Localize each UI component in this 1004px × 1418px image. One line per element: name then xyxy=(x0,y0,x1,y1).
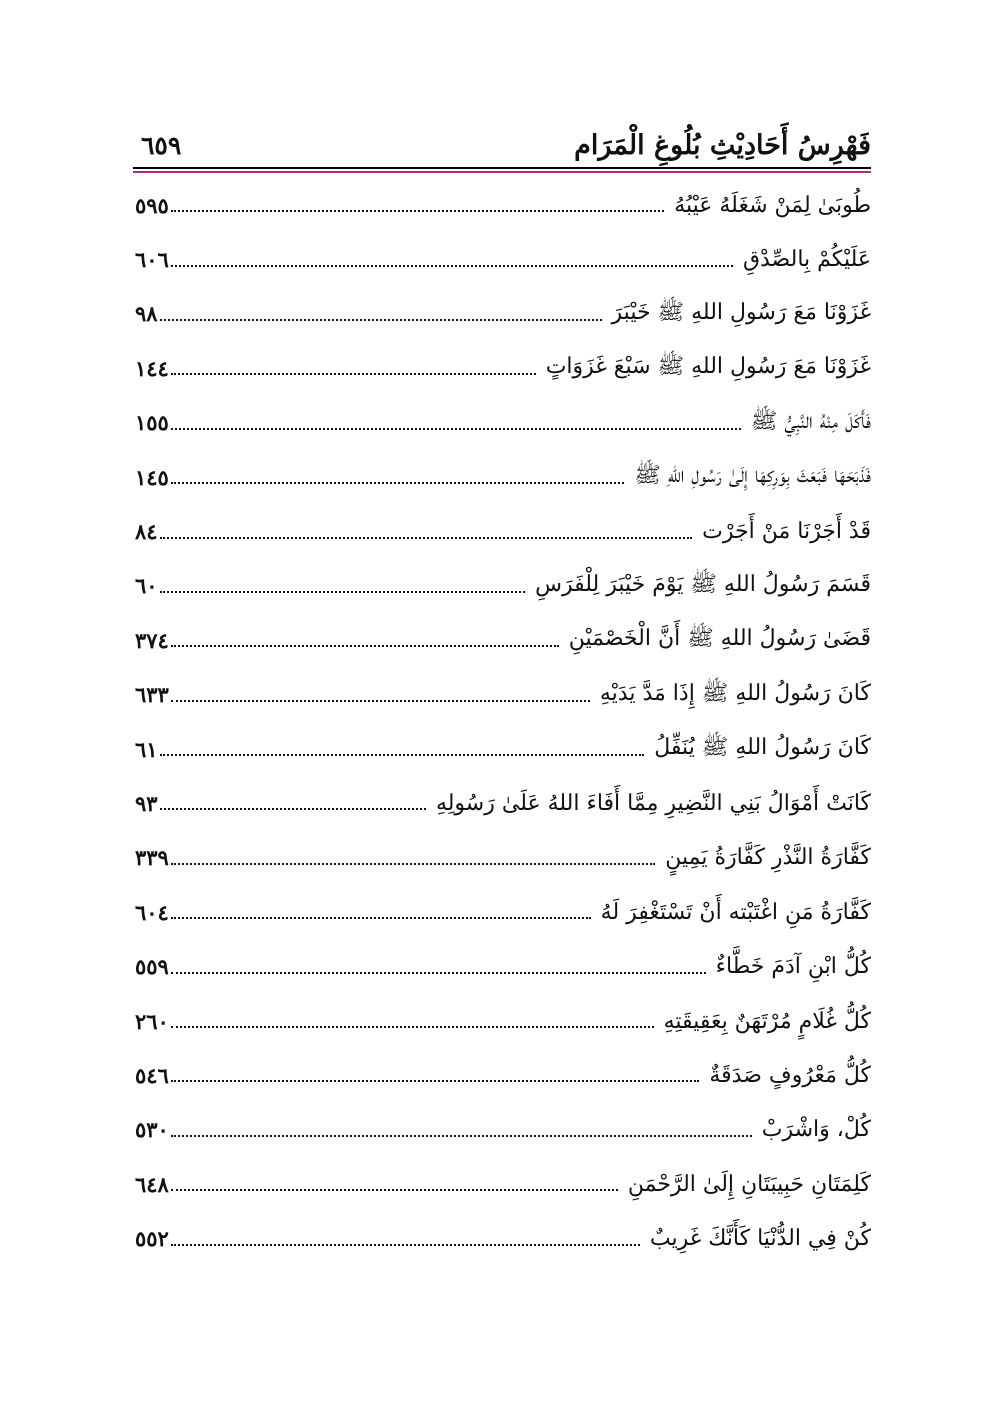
index-entry xyxy=(135,504,871,558)
index-entry xyxy=(135,178,871,232)
entry-text: كُنْ فِي الدُّنْيَا كَأَنَّكَ غَرِيبٌ xyxy=(649,1226,871,1252)
entry-page-number: ١٤٥ xyxy=(135,464,169,490)
entry-text: غَزَوْنَا مَعَ رَسُولِ اللهِ ﷺ خَيْبَرَ xyxy=(611,299,871,325)
index-entry xyxy=(135,939,871,993)
entry-page-number: ٦٤٨ xyxy=(135,1171,169,1197)
dot-leader xyxy=(160,319,602,321)
dot-leader xyxy=(171,428,741,430)
entry-page-number: ٨٤ xyxy=(135,519,158,545)
index-entry xyxy=(135,1048,871,1102)
dot-leader xyxy=(171,1244,640,1246)
dot-leader xyxy=(171,210,664,212)
dot-leader xyxy=(171,1135,752,1137)
index-entry xyxy=(135,1211,871,1265)
entry-text: فَذَبَحَهَا فَبَعَثَ بِوَرِكِهَا إِلَىٰ رَسُولِ اللهِ ﷺ xyxy=(634,463,871,489)
index-entry xyxy=(135,559,871,613)
entry-page-number: ١٤٤ xyxy=(135,355,169,381)
entry-text: غَزَوْنَا مَعَ رَسُولِ اللهِ ﷺ سَبْعَ غَزَوَاتٍ xyxy=(545,354,871,380)
entry-page-number: ٦١ xyxy=(135,736,158,762)
entry-page-number: ٥٥٩ xyxy=(135,954,169,980)
header-rule xyxy=(133,167,871,169)
entry-page-number: ١٥٥ xyxy=(135,410,169,436)
entry-page-number: ٦٠ xyxy=(135,573,158,599)
index-entry xyxy=(135,885,871,939)
entry-text: عَلَيْكُمْ بِالصِّدْقِ xyxy=(742,247,871,273)
entry-page-number: ٩٨ xyxy=(135,301,158,327)
dot-leader xyxy=(171,482,624,484)
index-entry xyxy=(135,341,871,395)
index-entry xyxy=(135,396,871,450)
index-entry xyxy=(135,1157,871,1211)
dot-leader xyxy=(171,1026,654,1028)
entry-page-number: ٥٣٠ xyxy=(135,1117,169,1143)
dot-leader xyxy=(171,972,706,974)
dot-leader xyxy=(171,265,733,267)
dot-leader xyxy=(171,700,590,702)
index-entry xyxy=(135,776,871,830)
dot-leader xyxy=(160,754,645,756)
dot-leader xyxy=(171,373,536,375)
entry-page-number: ٥٩٥ xyxy=(135,192,169,218)
entry-text: كُلْ، وَاشْرَبْ xyxy=(761,1117,871,1143)
entry-text: كُلُّ ابْنِ آدَمَ خَطَّاءٌ xyxy=(715,954,871,980)
dot-leader xyxy=(171,1189,618,1191)
entry-page-number: ٢٦٠ xyxy=(135,1008,169,1034)
dot-leader xyxy=(160,537,693,539)
dot-leader xyxy=(171,917,591,919)
index-entry xyxy=(135,668,871,722)
entry-text: قَدْ أَجَرْنَا مَنْ أَجَرْت xyxy=(702,519,871,545)
entry-text: كُلُّ غُلَامٍ مُرْتَهَنٌ بِعَقِيقَتِهِ xyxy=(663,1008,871,1034)
dot-leader xyxy=(160,808,426,810)
index-entry xyxy=(135,232,871,286)
page-header xyxy=(133,128,871,168)
entry-text: قَضَىٰ رَسُولُ اللهِ ﷺ أَنَّ الْخَصْمَيْنِ xyxy=(568,626,871,652)
entry-text: كَفَّارَةُ النَّذْرِ كَفَّارَةُ يَمِينٍ xyxy=(665,845,871,871)
entry-page-number: ٩٣ xyxy=(135,790,158,816)
index-entry xyxy=(135,994,871,1048)
header-accent-rule xyxy=(133,171,871,173)
index-entry xyxy=(135,1103,871,1157)
dot-leader xyxy=(171,1080,700,1082)
entry-page-number: ٦٠٤ xyxy=(135,899,169,925)
index-entry xyxy=(135,722,871,776)
entry-text: كَفَّارَةُ مَنِ اغْتَبْته أَنْ تَسْتَغْفِرَ لَهُ xyxy=(600,899,871,925)
entry-text: كَانَ رَسُولُ اللهِ ﷺ إِذَا مَدَّ يَدَيْهِ xyxy=(599,680,871,706)
entry-text: كَانَ رَسُولُ اللهِ ﷺ يُنَفِّلُ xyxy=(654,735,871,761)
entry-text: كُلُّ مَعْرُوفٍ صَدَقَةٌ xyxy=(709,1062,871,1088)
entry-text: طُوبَىٰ لِمَنْ شَغَلَهُ عَيْبُهُ xyxy=(674,192,871,218)
dot-leader xyxy=(160,591,526,593)
page-number: ٦٥٩ xyxy=(141,131,182,160)
hadith-index-list xyxy=(135,178,871,1266)
index-entry xyxy=(135,613,871,667)
entry-page-number: ٣٣٩ xyxy=(135,845,169,871)
dot-leader xyxy=(171,863,655,865)
page-title: فَهْرِسُ أَحَادِيْثِ بُلُوغِ الْمَرَام xyxy=(574,130,871,161)
entry-text: فَأَكَلَ مِنْهُ النَّبِيُّ ﷺ xyxy=(750,408,871,434)
entry-text: قَسَمَ رَسُولُ اللهِ ﷺ يَوْمَ خَيْبَرَ لِلْفَرَسِ xyxy=(535,571,871,597)
entry-text: كَلِمَتَانِ حَبِيبَتَانِ إِلَىٰ الرَّحْمَنِ xyxy=(627,1171,871,1197)
entry-page-number: ٥٥٢ xyxy=(135,1226,169,1252)
dot-leader xyxy=(171,645,559,647)
index-entry xyxy=(135,450,871,504)
entry-page-number: ٦٠٦ xyxy=(135,247,169,273)
entry-page-number: ٦٣٣ xyxy=(135,682,169,708)
entry-page-number: ٥٤٦ xyxy=(135,1062,169,1088)
index-entry xyxy=(135,831,871,885)
entry-page-number: ٣٧٤ xyxy=(135,627,169,653)
entry-text: كَانَتْ أَمْوَالُ بَنِي النَّضِيرِ مِمَّا أَفَاءَ اللهُ عَلَىٰ رَسُولِهِ xyxy=(435,790,871,816)
index-entry xyxy=(135,287,871,341)
